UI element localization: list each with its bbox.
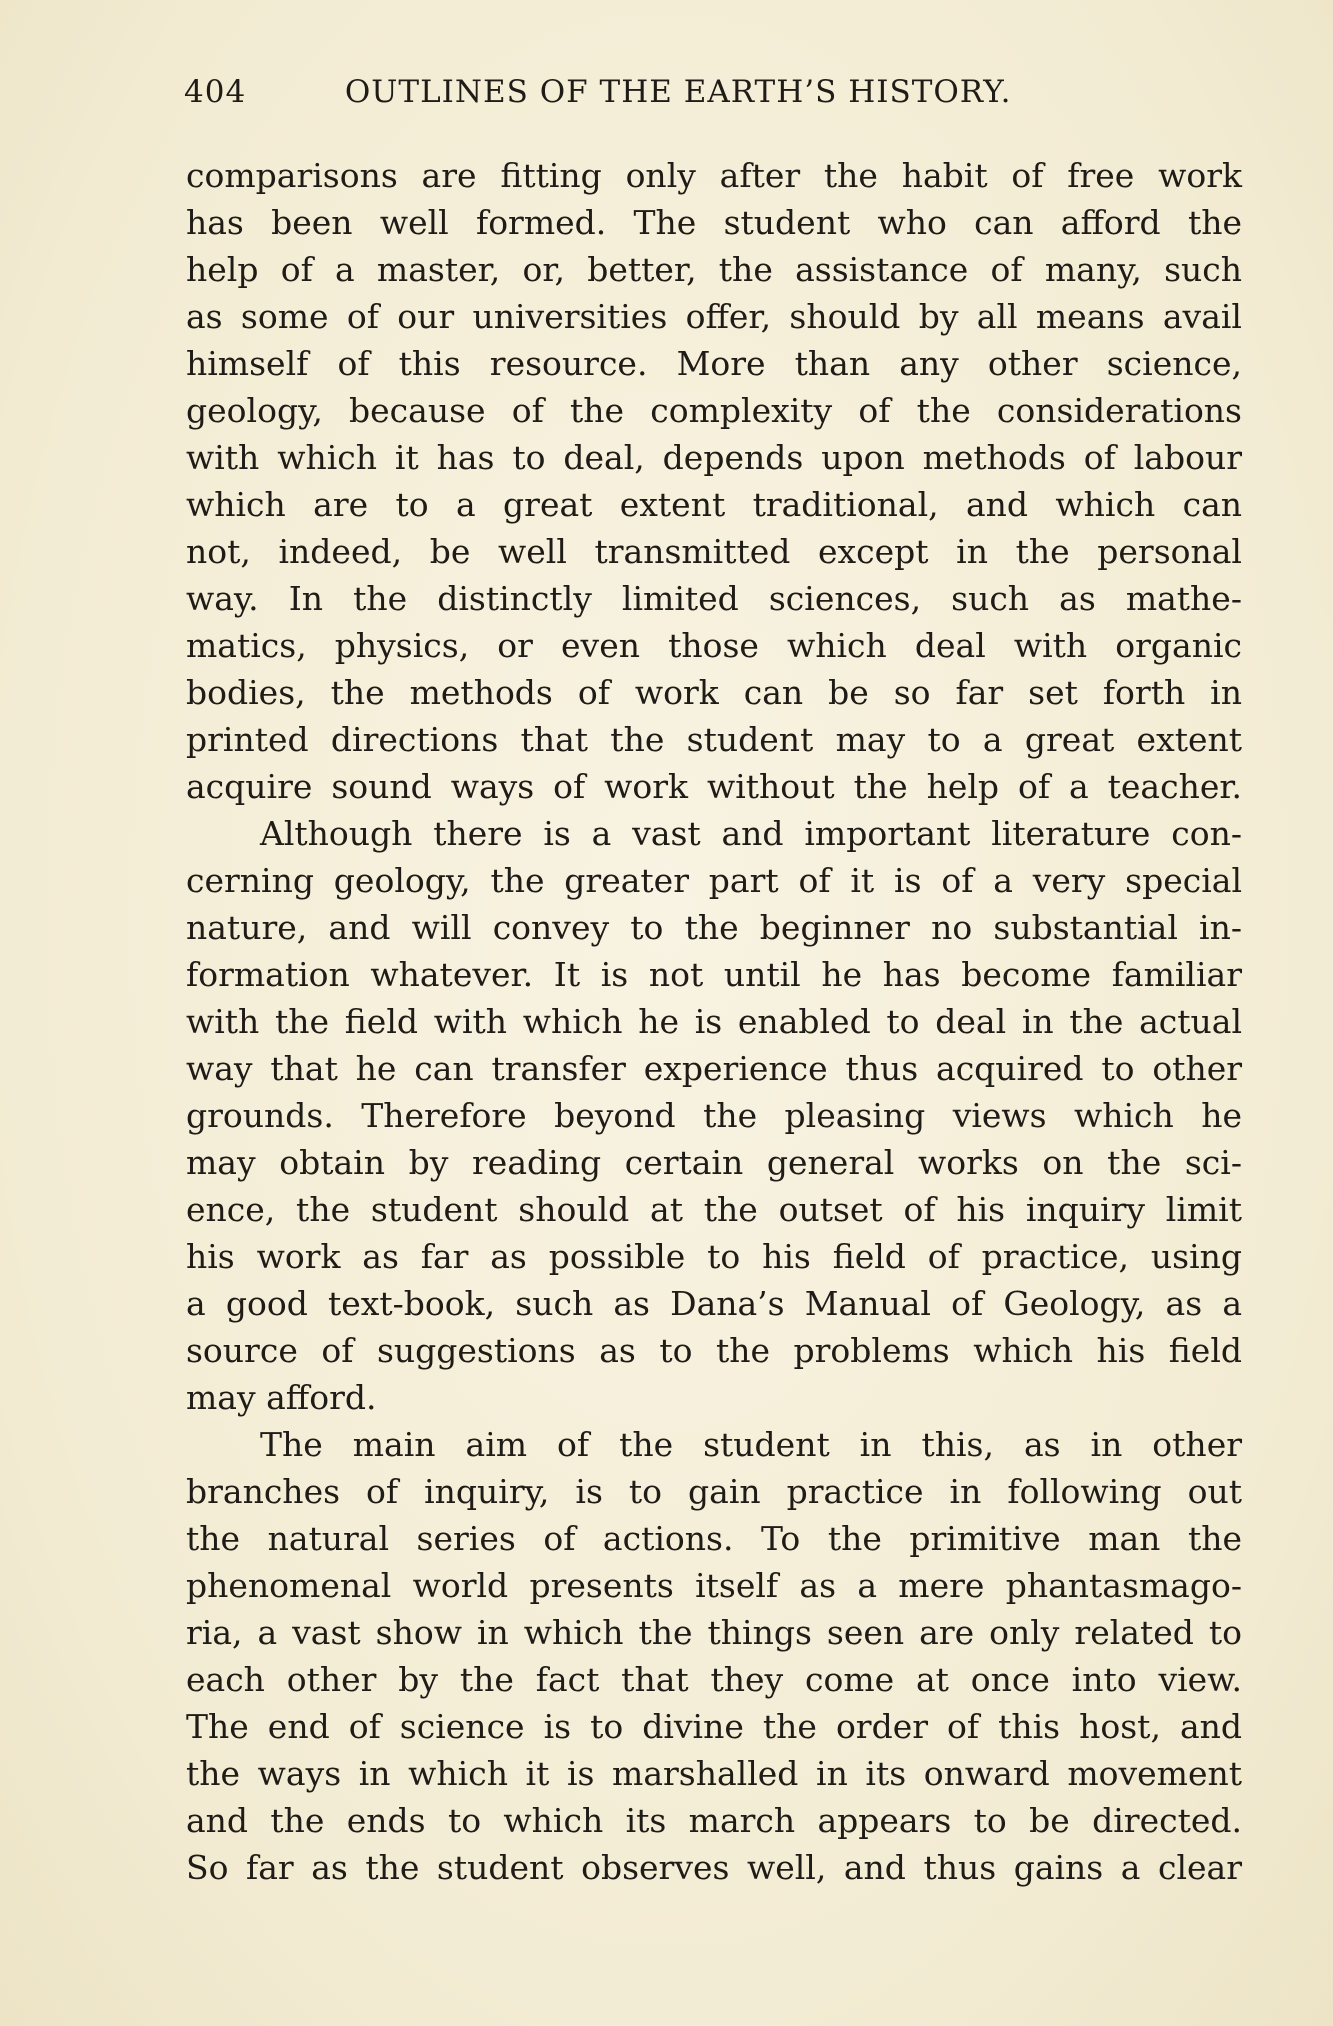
text-line: way that he can transfer experience thus acquired to other	[186, 1049, 1242, 1088]
page-header	[184, 72, 1084, 112]
text-line: grounds. Therefore beyond the pleasing views which he	[186, 1096, 1242, 1135]
text-line: ence, the student should at the outset of his inquiry limit	[186, 1190, 1242, 1229]
text-line: source of suggestions as to the problems which his field	[186, 1331, 1242, 1370]
text-line: not, indeed, be well transmitted except in the personal	[186, 532, 1242, 571]
text-line: acquire sound ways of work without the help of a teacher.	[186, 767, 1242, 806]
text-line: help of a master, or, better, the assistance of many, such	[186, 250, 1242, 289]
text-line: The end of science is to divine the order of this host, and	[186, 1707, 1242, 1746]
text-line: printed directions that the student may to a great extent	[186, 720, 1242, 759]
text-line: has been well formed. The student who can afford the	[186, 203, 1242, 242]
text-line: nature, and will convey to the beginner no substantial in-	[186, 908, 1242, 947]
text-line: bodies, the methods of work can be so far set forth in	[186, 673, 1242, 712]
text-line: each other by the fact that they come at once into view.	[186, 1660, 1242, 1699]
text-line: with which it has to deal, depends upon methods of labour	[186, 438, 1242, 477]
text-line: branches of inquiry, is to gain practice in following out	[186, 1472, 1242, 1511]
text-line: comparisons are fitting only after the habit of free work	[186, 156, 1242, 195]
text-line: with the field with which he is enabled to deal in the actual	[186, 1002, 1242, 1041]
text-line: way. In the distinctly limited sciences, such as mathe-	[186, 579, 1242, 618]
running-head: OUTLINES OF THE EARTH’S HISTORY.	[344, 74, 1012, 110]
body-text	[186, 152, 1242, 1891]
text-line: himself of this resource. More than any other science,	[186, 344, 1242, 383]
text-line: may obtain by reading certain general works on the sci-	[186, 1143, 1242, 1182]
text-line: cerning geology, the greater part of it is of a very special	[186, 861, 1242, 900]
text-line: the natural series of actions. To the primitive man the	[186, 1519, 1242, 1558]
text-line: phenomenal world presents itself as a mere phantasmago-	[186, 1566, 1242, 1605]
page-number: 404	[184, 74, 247, 110]
text-line: and the ends to which its march appears to be directed.	[186, 1801, 1242, 1840]
text-line: formation whatever. It is not until he has become familiar	[186, 955, 1242, 994]
text-line: his work as far as possible to his field of practice, using	[186, 1237, 1242, 1276]
text-line: a good text-book, such as Dana’s Manual of Geology, as a	[186, 1284, 1242, 1323]
text-line: matics, physics, or even those which deal with organic	[186, 626, 1242, 665]
text-line: Although there is a vast and important literature con-	[260, 814, 1242, 853]
text-line: geology, because of the complexity of the considerations	[186, 391, 1242, 430]
text-line: which are to a great extent traditional, and which can	[186, 485, 1242, 524]
text-line: The main aim of the student in this, as in other	[260, 1425, 1242, 1464]
text-line: So far as the student observes well, and thus gains a clear	[186, 1848, 1242, 1887]
text-line: the ways in which it is marshalled in its onward movement	[186, 1754, 1242, 1793]
text-line: as some of our universities offer, should by all means avail	[186, 297, 1242, 336]
text-line: ria, a vast show in which the things seen are only related to	[186, 1613, 1242, 1652]
text-line: may afford.	[186, 1378, 377, 1417]
